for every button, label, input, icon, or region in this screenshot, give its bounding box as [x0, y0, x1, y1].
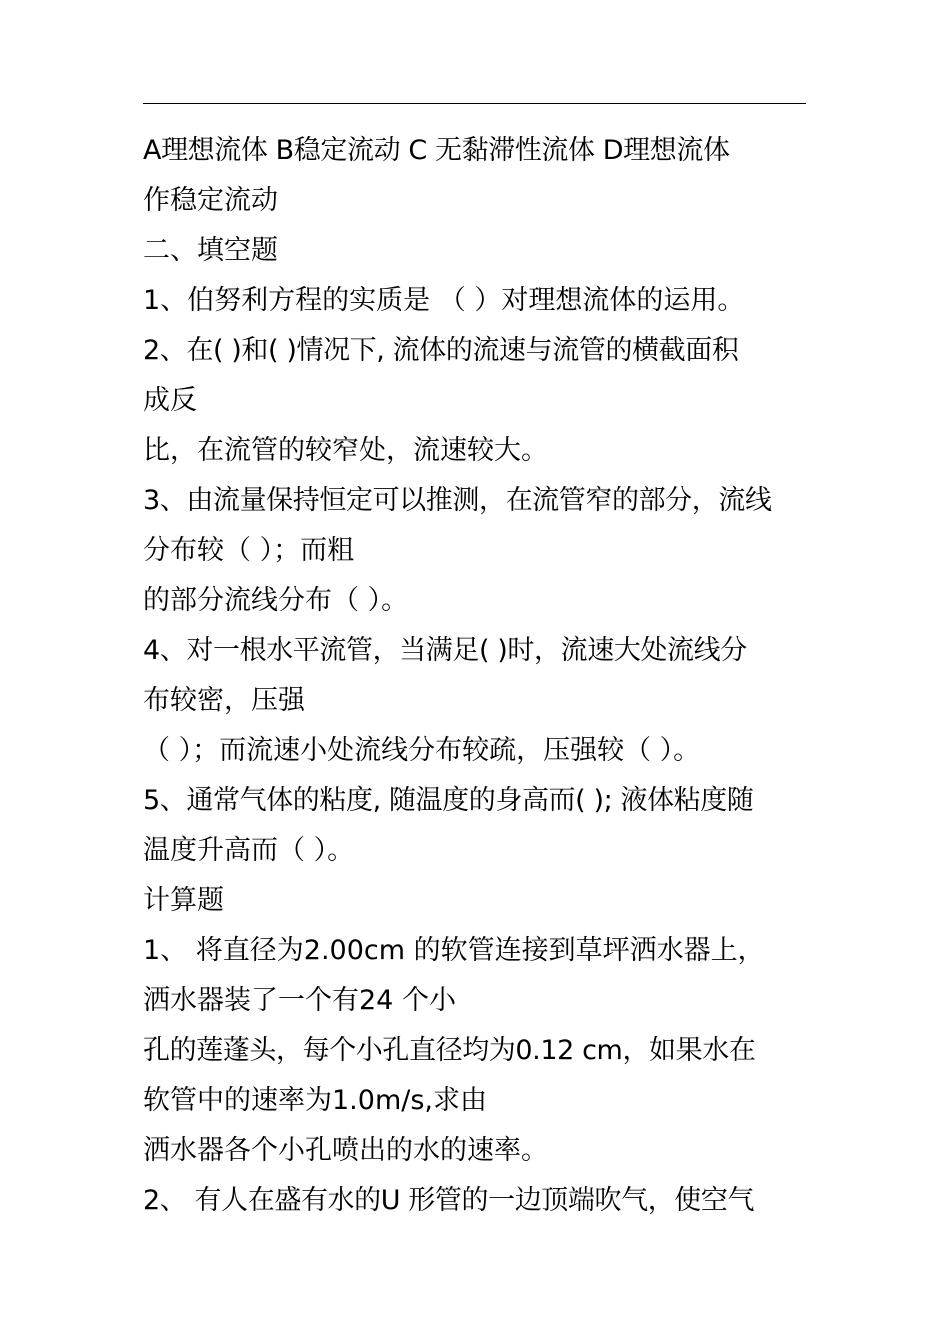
text-line: 2、 有人在盛有水的U 形管的一边顶端吹气，使空气	[143, 1185, 755, 1216]
document-body	[143, 126, 808, 1226]
header-rule	[143, 103, 806, 104]
text-line: 洒水器装了一个有24 个小	[143, 985, 456, 1016]
text-line: 布较密，压强	[143, 685, 305, 716]
text-line: 成反	[143, 385, 197, 416]
text-line: 5、通常气体的粘度, 随温度的身高而( ); 液体粘度随	[143, 785, 754, 816]
text-line: 洒水器各个小孔喷出的水的速率。	[143, 1135, 548, 1166]
text-line: 2、在( )和( )情况下, 流体的流速与流管的横截面积	[143, 335, 739, 366]
text-line: 软管中的速率为1.0m/s,求由	[143, 1085, 487, 1116]
text-line: 3、由流量保持恒定可以推测，在流管窄的部分，流线	[143, 485, 772, 516]
text-line: 1、 将直径为2.00cm 的软管连接到草坪洒水器上，	[143, 935, 765, 966]
text-line: 4、对一根水平流管，当满足( )时，流速大处流线分	[143, 635, 747, 666]
section-heading: 计算题	[143, 885, 224, 916]
text-line: 孔的莲蓬头，每个小孔直径均为0.12 cm，如果水在	[143, 1035, 756, 1066]
text-line: 分布较（ ）；而粗	[143, 535, 355, 566]
text-line: 作稳定流动	[143, 185, 278, 216]
text-line: 的部分流线分布（ ）。	[143, 585, 409, 616]
section-heading: 二、填空题	[143, 235, 278, 266]
text-line: 比，在流管的较窄处，流速较大。	[143, 435, 548, 466]
text-line: （ ）；而流速小处流线分布较疏，压强较（ ）。	[143, 735, 701, 766]
text-line: A理想流体 B稳定流动 C 无黏滞性流体 D理想流体	[143, 135, 730, 166]
text-line: 1、伯努利方程的实质是 （ ）对理想流体的运用。	[143, 285, 745, 316]
text-line: 温度升高而（ ）。	[143, 835, 355, 866]
